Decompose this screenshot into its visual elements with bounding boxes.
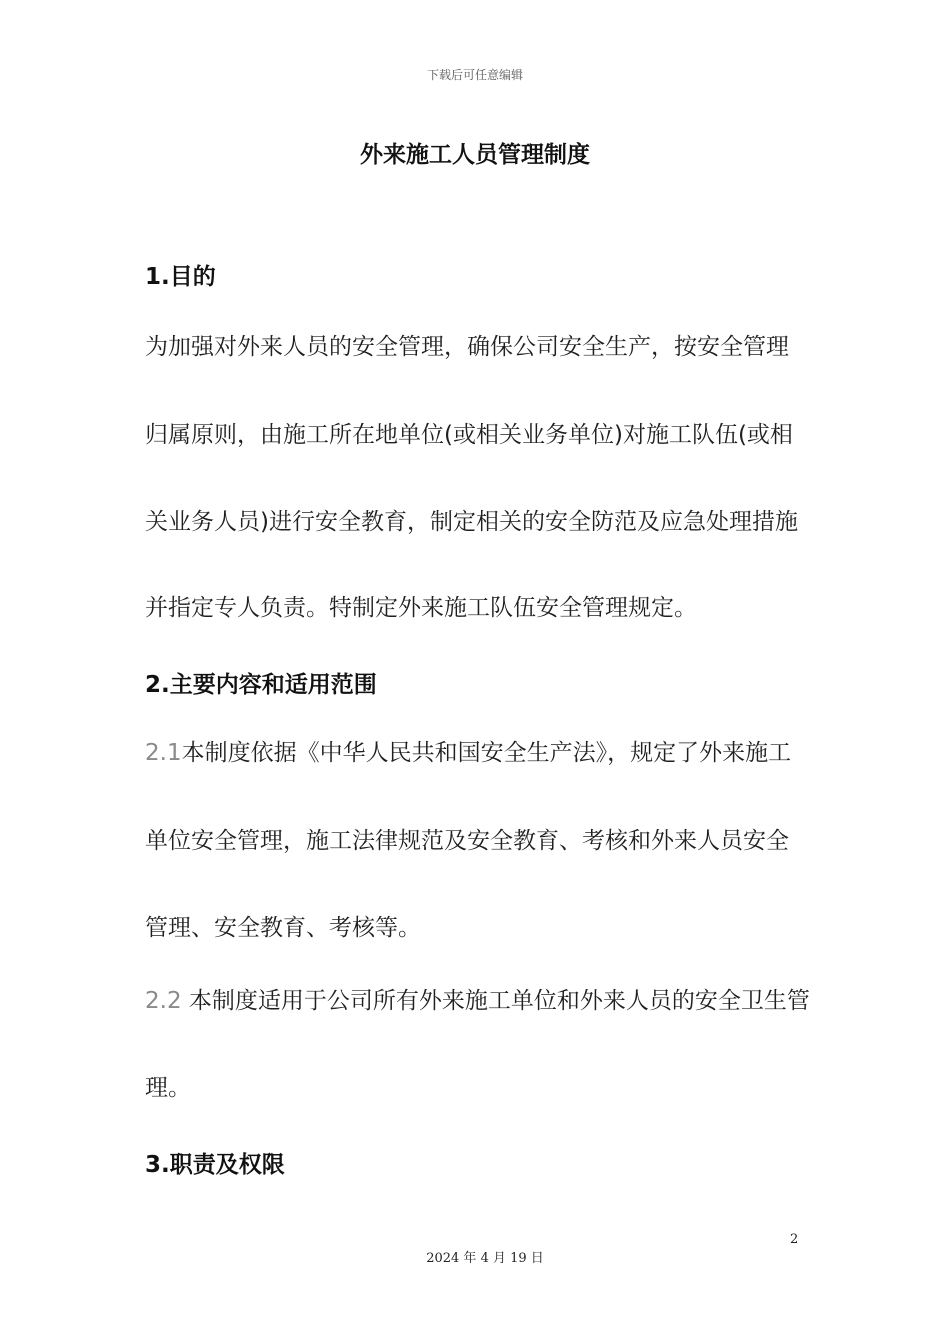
footer-date: 2024 年 4 月 19 日 — [426, 1251, 544, 1266]
paragraph-line: 为加强对外来人员的安全管理，确保公司安全生产，按安全管理 — [145, 334, 789, 360]
clause-number: 2.2 — [145, 988, 182, 1014]
paragraph-line: 管理、安全教育、考核等。 — [145, 915, 421, 941]
clause-line — [145, 986, 810, 1016]
paragraph-line: 并指定专人负责。特制定外来施工队伍安全管理规定。 — [145, 595, 697, 621]
paragraph-line: 单位安全管理，施工法律规范及安全教育、考核和外来人员安全 — [145, 828, 789, 854]
paragraph-line: 关业务人员)进行安全教育，制定相关的安全防范及应急处理措施 — [145, 509, 798, 535]
header-note: 下载后可任意编辑 — [426, 68, 523, 82]
clause-line — [145, 738, 810, 768]
clause-text: 本制度适用于公司所有外来施工单位和外来人员的安全卫生管 — [181, 988, 810, 1014]
page-number: 2 — [790, 1232, 799, 1247]
document-title: 外来施工人员管理制度 — [360, 142, 590, 168]
section-heading-scope: 2.主要内容和适用范围 — [145, 672, 377, 698]
section-heading-responsibilities: 3.职责及权限 — [145, 1152, 285, 1178]
paragraph-line: 理。 — [145, 1075, 191, 1101]
section-heading-purpose: 1.目的 — [145, 264, 216, 290]
clause-number: 2.1 — [145, 740, 182, 766]
paragraph-line: 归属原则，由施工所在地单位(或相关业务单位)对施工队伍(或相 — [145, 422, 793, 448]
clause-text: 本制度依据《中华人民共和国安全生产法》，规定了外来施工 — [181, 740, 792, 766]
